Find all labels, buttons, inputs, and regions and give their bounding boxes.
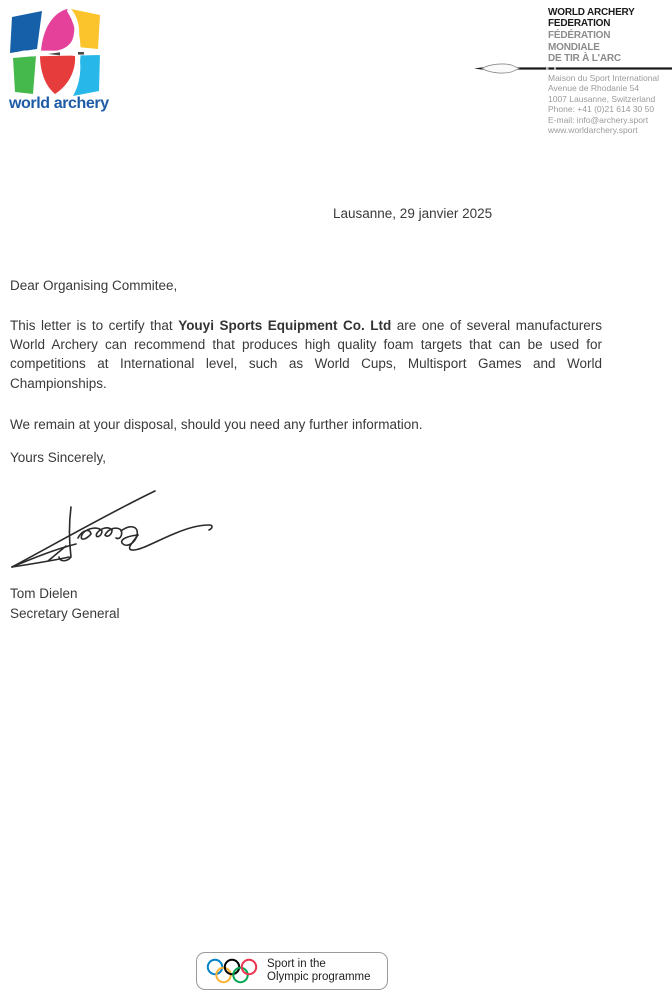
- para1-text-before: This letter is to certify that: [10, 318, 179, 333]
- address-line: www.worldarchery.sport: [548, 125, 638, 136]
- signer-title: Secretary General: [10, 605, 120, 621]
- address-block: [548, 73, 672, 135]
- olympic-rings-icon: [206, 958, 258, 984]
- address-line: Avenue de Rhodanie 54: [548, 83, 640, 94]
- address-line: Maison du Sport International: [548, 73, 660, 83]
- org-name-en-line1: WORLD ARCHERY: [548, 7, 635, 18]
- signature: [8, 483, 220, 579]
- address-line: Phone: +41 (0)21 614 30 50: [548, 104, 655, 115]
- org-name-fr-line3: DE TIR À L'ARC: [548, 52, 621, 64]
- paragraph-certification: [10, 316, 602, 393]
- signer-block: [10, 584, 120, 623]
- salutation: Dear Organising Commitee,: [10, 278, 178, 293]
- address-line: E-mail: info@archery.sport: [548, 114, 649, 125]
- org-name-block: [548, 7, 672, 64]
- org-name-fr-line1: FÉDÉRATION: [548, 30, 611, 42]
- world-archery-logo-icon: [10, 8, 102, 96]
- wordmark: world archery: [9, 95, 109, 112]
- org-name-en-line2: FEDERATION: [548, 18, 611, 30]
- org-name-fr-line2: MONDIALE: [548, 41, 600, 53]
- olympic-programme-badge: [196, 952, 388, 990]
- company-name: Youyi Sports Equipment Co. Ltd: [178, 318, 392, 333]
- dateline: Lausanne, 29 janvier 2025: [333, 206, 493, 221]
- badge-line1: Sport in the: [267, 957, 326, 970]
- paragraph-disposal: We remain at your disposal, should you need any further information.: [10, 417, 423, 432]
- address-line: 1007 Lausanne, Switzerland: [548, 93, 656, 104]
- closing: Yours Sincerely,: [10, 450, 107, 465]
- badge-text: [267, 958, 371, 985]
- signer-name: Tom Dielen: [10, 586, 78, 601]
- badge-line2: Olympic programme: [267, 971, 371, 983]
- para1-text-after: are one of several manufacturers World Archery can recommend that produces high quality foam targets that can be used for competitions at International level, such as World Cups, Multisport Games and World Championships.: [10, 318, 602, 391]
